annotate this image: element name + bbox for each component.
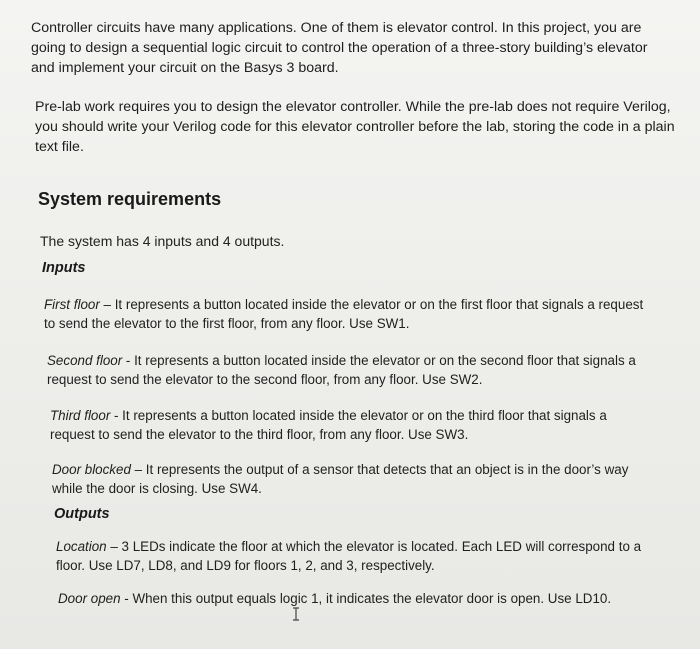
inputs-heading: Inputs [42, 260, 86, 276]
input-item [52, 460, 652, 498]
output-item [56, 537, 656, 575]
output-term: Door open [58, 591, 121, 606]
input-item [47, 351, 647, 389]
text-cursor-icon [291, 607, 301, 621]
input-description: – It represents a button located inside the elevator or on the first floor that signals a request to send the elevator to the first floor, from any floor. Use SW1. [44, 297, 644, 331]
output-description: - When this output equals logic 1, it indicates the elevator door is open. Use LD10. [120, 591, 612, 606]
output-item [58, 589, 658, 608]
input-description: - It represents a button located inside the elevator or on the third floor that signals a request to send the elevator to the third floor, from any floor. Use SW3. [50, 408, 607, 442]
input-item [50, 406, 650, 444]
input-term: Third floor [50, 408, 111, 423]
system-summary: The system has 4 inputs and 4 outputs. [40, 233, 285, 249]
input-term: First floor [44, 297, 100, 312]
output-term: Location [56, 539, 107, 554]
input-description: – It represents the output of a sensor that detects that an object is in the door’s way while the door is closing. Use SW4. [52, 462, 629, 496]
input-term: Second floor [47, 353, 123, 368]
section-heading: System requirements [38, 189, 222, 209]
input-description: - It represents a button located inside the elevator or on the second floor that signals a request to send the elevator to the second floor, from any floor. Use SW2. [47, 353, 636, 387]
input-term: Door blocked [52, 462, 131, 477]
intro-paragraph-2: Pre-lab work requires you to design the elevator controller. While the pre-lab does not require Verilog, you should write your Verilog code for this elevator controller before the lab, storing the code in a plain text file. [35, 99, 675, 155]
output-description: – 3 LEDs indicate the floor at which the elevator is located. Each LED will correspond to a floor. Use LD7, LD8, and LD9 for floors 1, 2, and 3, respectively. [56, 539, 642, 573]
input-item [44, 295, 644, 333]
intro-paragraph-1: Controller circuits have many applications. One of them is elevator control. In this project, you are going to design a sequential logic circuit to control the operation of a three-story building’s elevator and implement your circuit on the Basys 3 board. [31, 20, 648, 76]
outputs-heading: Outputs [54, 506, 110, 522]
